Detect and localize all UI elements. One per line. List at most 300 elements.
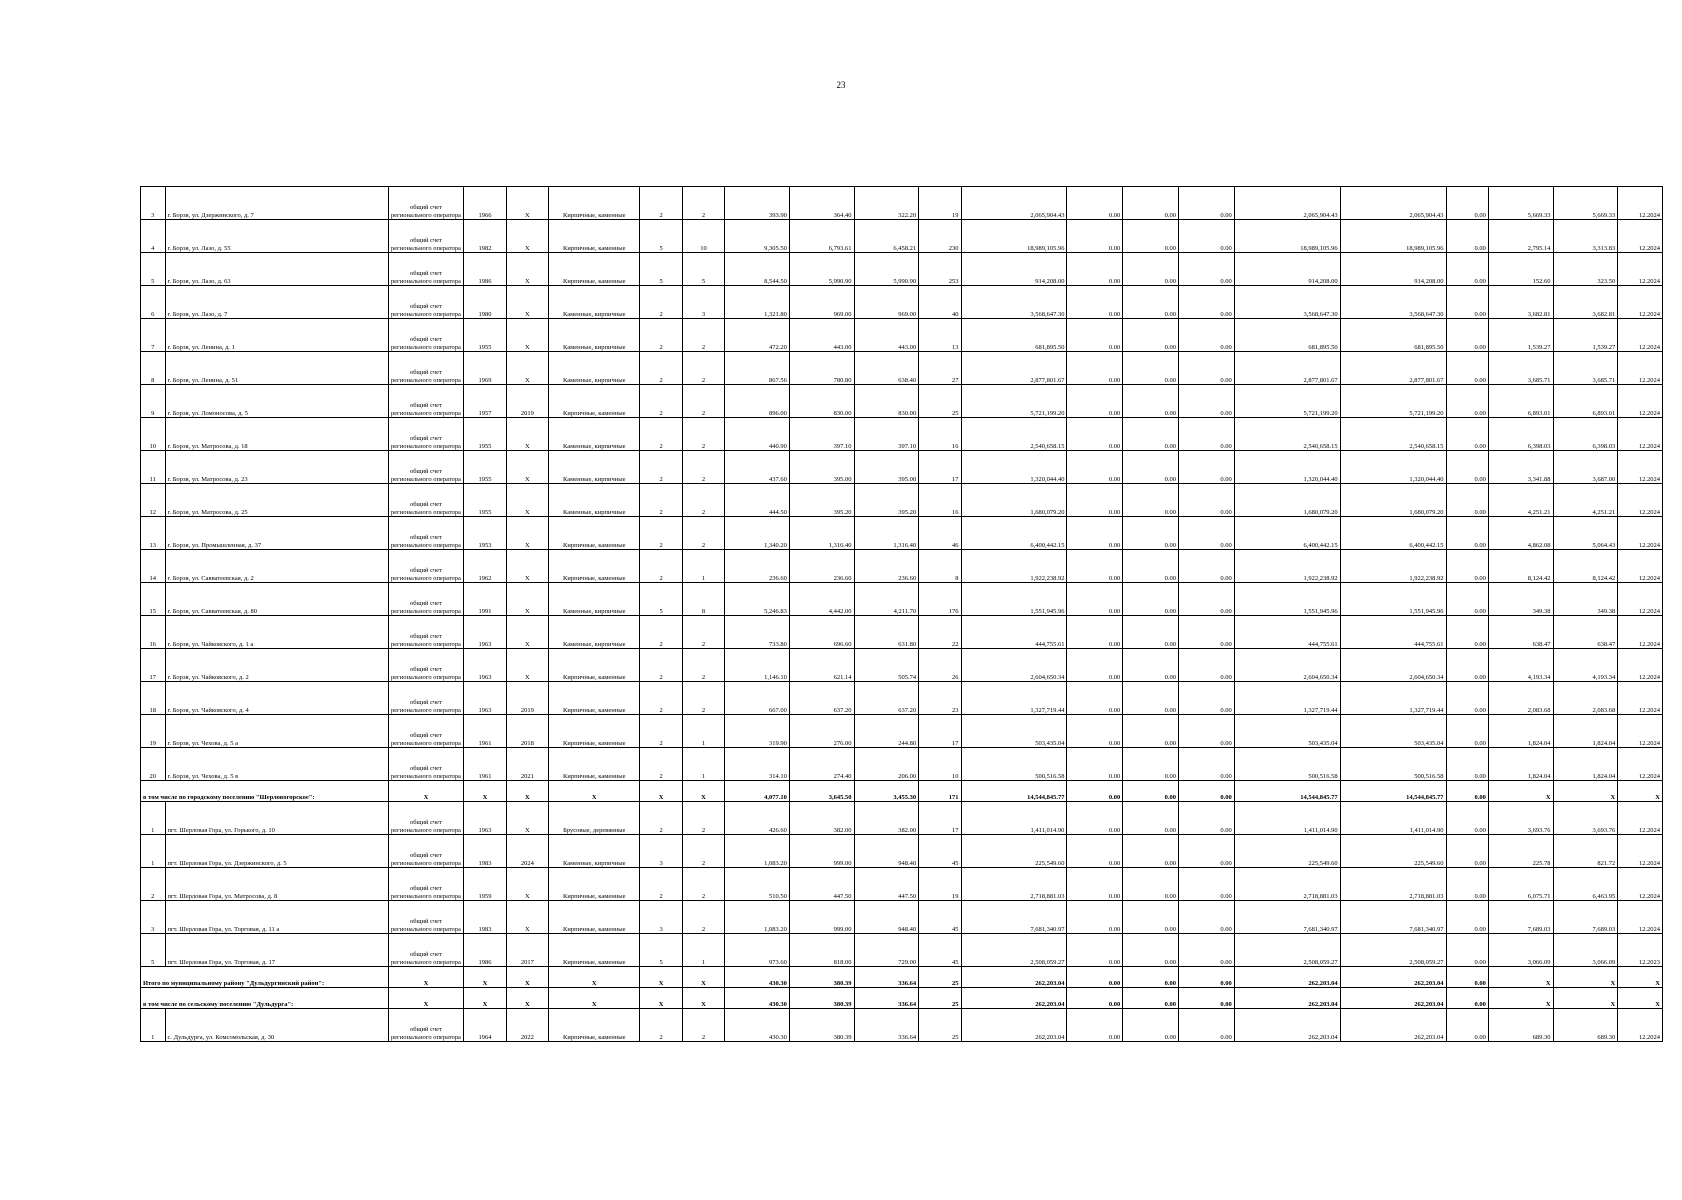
cell-c6: 5,721,199.20 [1340, 385, 1446, 418]
cell-acc: общий счет регионального оператора [388, 934, 464, 967]
cell-c1: 681,895.50 [961, 319, 1067, 352]
table-row [141, 835, 1663, 868]
cell-y1: X [464, 967, 506, 988]
cell-en: 2 [682, 451, 724, 484]
cell-n: 12 [141, 484, 166, 517]
cell-a2: 3,645.50 [789, 781, 854, 802]
cell-addr: г. Борзя, ул. Дзержинского, д. 7 [165, 187, 388, 220]
cell-en: 1 [682, 550, 724, 583]
cell-c2: 0.00 [1067, 418, 1123, 451]
cell-a3: 637.20 [854, 682, 919, 715]
cell-c9: 1,824.04 [1553, 748, 1618, 781]
cell-y1: 1980 [464, 286, 506, 319]
cell-p: 26 [919, 649, 961, 682]
cell-c6: 14,544,845.77 [1340, 781, 1446, 802]
cell-en: 2 [682, 484, 724, 517]
cell-y1: 1962 [464, 550, 506, 583]
cell-acc: общий счет регионального оператора [388, 835, 464, 868]
cell-c1: 1,327,719.44 [961, 682, 1067, 715]
cell-n: 2 [141, 868, 166, 901]
cell-n: 20 [141, 748, 166, 781]
cell-a1: 444.50 [725, 484, 790, 517]
cell-c4: 0.00 [1178, 352, 1234, 385]
cell-c5: 500,516.58 [1234, 748, 1340, 781]
cell-c5: 225,549.60 [1234, 835, 1340, 868]
cell-a1: 973.60 [725, 934, 790, 967]
cell-c1: 1,411,014.90 [961, 802, 1067, 835]
cell-c9: 3,313.83 [1553, 220, 1618, 253]
cell-y2: 2017 [506, 934, 548, 967]
cell-n: 9 [141, 385, 166, 418]
cell-c1: 18,989,105.96 [961, 220, 1067, 253]
cell-c8: 6,893.01 [1488, 385, 1553, 418]
cell-a1: 896.00 [725, 385, 790, 418]
cell-c9: 5,669.33 [1553, 187, 1618, 220]
cell-addr: г. Борзя, ул. Лазо, д. 7 [165, 286, 388, 319]
cell-y1: X [464, 781, 506, 802]
cell-acc: общий счет регионального оператора [388, 385, 464, 418]
cell-a2: 830.00 [789, 385, 854, 418]
cell-fl: 2 [640, 682, 682, 715]
cell-a3: 443.00 [854, 319, 919, 352]
cell-c1: 262,203.04 [961, 988, 1067, 1009]
table-row [141, 187, 1663, 220]
cell-y2: X [506, 220, 548, 253]
housing-repair-table [140, 186, 1663, 1042]
cell-a2: 382.00 [789, 802, 854, 835]
cell-y1: 1955 [464, 319, 506, 352]
cell-a2: 274.40 [789, 748, 854, 781]
cell-a1: 319.90 [725, 715, 790, 748]
cell-c3: 0.00 [1123, 352, 1179, 385]
cell-en: X [682, 967, 724, 988]
cell-c8: 638.47 [1488, 616, 1553, 649]
cell-c2: 0.00 [1067, 682, 1123, 715]
table-row [141, 484, 1663, 517]
cell-en: 2 [682, 1009, 724, 1042]
cell-y1: 1983 [464, 901, 506, 934]
cell-fl: 5 [640, 220, 682, 253]
cell-fl: 2 [640, 319, 682, 352]
cell-c5: 1,551,945.96 [1234, 583, 1340, 616]
cell-c5: 1,680,079.20 [1234, 484, 1340, 517]
cell-a3: 638.40 [854, 352, 919, 385]
cell-c5: 7,681,340.97 [1234, 901, 1340, 934]
cell-c3: 0.00 [1123, 286, 1179, 319]
cell-acc: общий счет регионального оператора [388, 451, 464, 484]
cell-fl: 5 [640, 583, 682, 616]
cell-en: X [682, 988, 724, 1009]
cell-a2: 397.10 [789, 418, 854, 451]
cell-a1: 430.30 [725, 988, 790, 1009]
cell-a2: 380.39 [789, 988, 854, 1009]
cell-c2: 0.00 [1067, 1009, 1123, 1042]
cell-c9: 689.30 [1553, 1009, 1618, 1042]
table-row [141, 748, 1663, 781]
cell-en: 2 [682, 616, 724, 649]
cell-c7: 0.00 [1446, 616, 1488, 649]
cell-c9: 7,689.03 [1553, 901, 1618, 934]
cell-c6: 2,065,904.43 [1340, 187, 1446, 220]
cell-c2: 0.00 [1067, 187, 1123, 220]
table-row [141, 253, 1663, 286]
cell-d: 12.2023 [1618, 934, 1663, 967]
cell-c8: 3,685.71 [1488, 352, 1553, 385]
cell-c6: 2,604,650.34 [1340, 649, 1446, 682]
cell-y1: 1961 [464, 715, 506, 748]
cell-a1: 437.60 [725, 451, 790, 484]
cell-c4: 0.00 [1178, 187, 1234, 220]
cell-a3: 336.64 [854, 967, 919, 988]
cell-y1: 1964 [464, 1009, 506, 1042]
cell-d: 12.2024 [1618, 868, 1663, 901]
cell-a1: 430.30 [725, 1009, 790, 1042]
table-row [141, 286, 1663, 319]
cell-c5: 262,203.04 [1234, 988, 1340, 1009]
cell-a2: 380.39 [789, 1009, 854, 1042]
cell-mat: Каменные, кирпичные [549, 352, 640, 385]
cell-y2: X [506, 319, 548, 352]
cell-mat: X [549, 967, 640, 988]
cell-c9: 3,687.00 [1553, 451, 1618, 484]
cell-mat: Кирпичные, каменные [549, 901, 640, 934]
cell-c5: 503,435.04 [1234, 715, 1340, 748]
housing-table-container [140, 186, 1663, 1042]
cell-c1: 1,551,945.96 [961, 583, 1067, 616]
table-row [141, 451, 1663, 484]
cell-mat: Кирпичные, каменные [549, 682, 640, 715]
cell-mat: Кирпичные, каменные [549, 187, 640, 220]
cell-acc: общий счет регионального оператора [388, 484, 464, 517]
cell-a3: 236.60 [854, 550, 919, 583]
cell-addr: г. Борзя, ул. Ленина, д. 1 [165, 319, 388, 352]
cell-c5: 14,544,845.77 [1234, 781, 1340, 802]
cell-c3: 0.00 [1123, 385, 1179, 418]
cell-fl: X [640, 781, 682, 802]
cell-a3: 948.40 [854, 835, 919, 868]
cell-c5: 2,604,650.34 [1234, 649, 1340, 682]
cell-c7: 0.00 [1446, 253, 1488, 286]
cell-acc: X [388, 781, 464, 802]
cell-n: 6 [141, 286, 166, 319]
cell-c5: 2,065,904.43 [1234, 187, 1340, 220]
cell-p: 17 [919, 802, 961, 835]
cell-c4: 0.00 [1178, 1009, 1234, 1042]
cell-c6: 681,895.50 [1340, 319, 1446, 352]
cell-mat: Кирпичные, каменные [549, 253, 640, 286]
cell-n: 18 [141, 682, 166, 715]
cell-p: 13 [919, 319, 961, 352]
cell-c1: 2,065,904.43 [961, 187, 1067, 220]
cell-p: 16 [919, 484, 961, 517]
cell-c4: 0.00 [1178, 385, 1234, 418]
cell-n: 11 [141, 451, 166, 484]
cell-a1: 733.80 [725, 616, 790, 649]
cell-y2: 2019 [506, 682, 548, 715]
cell-mat: Кирпичные, каменные [549, 748, 640, 781]
cell-acc: общий счет регионального оператора [388, 715, 464, 748]
cell-c3: 0.00 [1123, 748, 1179, 781]
cell-a1: 393.90 [725, 187, 790, 220]
cell-fl: X [640, 967, 682, 988]
cell-c2: 0.00 [1067, 517, 1123, 550]
cell-p: 25 [919, 1009, 961, 1042]
cell-y2: X [506, 868, 548, 901]
cell-c3: 0.00 [1123, 187, 1179, 220]
cell-c8: 8,124.42 [1488, 550, 1553, 583]
cell-y2: X [506, 253, 548, 286]
cell-acc: общий счет регионального оператора [388, 682, 464, 715]
cell-addr: г. Борзя, ул. Промышленная, д. 37 [165, 517, 388, 550]
cell-c1: 1,922,238.92 [961, 550, 1067, 583]
cell-d: 12.2024 [1618, 253, 1663, 286]
cell-a2: 443.00 [789, 319, 854, 352]
cell-y1: 1959 [464, 868, 506, 901]
cell-c2: 0.00 [1067, 934, 1123, 967]
cell-a1: 867.56 [725, 352, 790, 385]
cell-c7: 0.00 [1446, 187, 1488, 220]
cell-a3: 336.64 [854, 1009, 919, 1042]
cell-mat: Брусовые, деревянные [549, 802, 640, 835]
cell-c3: 0.00 [1123, 967, 1179, 988]
cell-y2: X [506, 187, 548, 220]
cell-c7: 0.00 [1446, 1009, 1488, 1042]
cell-fl: 2 [640, 385, 682, 418]
cell-fl: 3 [640, 901, 682, 934]
cell-a3: 5,990.90 [854, 253, 919, 286]
cell-addr: г. Борзя, ул. Ленина, д. 51 [165, 352, 388, 385]
cell-a1: 430.30 [725, 967, 790, 988]
cell-acc: общий счет регионального оператора [388, 649, 464, 682]
cell-n: 1 [141, 802, 166, 835]
cell-addr: пгт. Шерловая Гора, ул. Дзержинского, д. 5 [165, 835, 388, 868]
summary-row [141, 781, 1663, 802]
cell-addr: г. Борзя, ул. Матросова, д. 18 [165, 418, 388, 451]
cell-mat: Кирпичные, каменные [549, 220, 640, 253]
cell-fl: X [640, 988, 682, 1009]
cell-fl: 2 [640, 802, 682, 835]
cell-c4: 0.00 [1178, 253, 1234, 286]
cell-n: 3 [141, 901, 166, 934]
cell-c5: 18,989,105.96 [1234, 220, 1340, 253]
cell-c5: 2,877,801.67 [1234, 352, 1340, 385]
cell-c9: 3,693.76 [1553, 802, 1618, 835]
cell-c8: 349.38 [1488, 583, 1553, 616]
cell-p: 176 [919, 583, 961, 616]
cell-y2: X [506, 451, 548, 484]
cell-c8: 4,251.21 [1488, 484, 1553, 517]
cell-n: 1 [141, 835, 166, 868]
cell-c9: 4,251.21 [1553, 484, 1618, 517]
cell-c2: 0.00 [1067, 748, 1123, 781]
cell-c2: 0.00 [1067, 451, 1123, 484]
cell-c6: 1,680,079.20 [1340, 484, 1446, 517]
cell-c6: 2,508,059.27 [1340, 934, 1446, 967]
cell-c4: 0.00 [1178, 781, 1234, 802]
cell-c9: 3,682.81 [1553, 286, 1618, 319]
cell-a3: 1,316.40 [854, 517, 919, 550]
cell-y2: X [506, 781, 548, 802]
cell-c1: 2,604,650.34 [961, 649, 1067, 682]
cell-y2: X [506, 802, 548, 835]
cell-mat: Каменные, кирпичные [549, 451, 640, 484]
cell-c3: 0.00 [1123, 451, 1179, 484]
cell-c2: 0.00 [1067, 616, 1123, 649]
cell-a3: 4,211.70 [854, 583, 919, 616]
cell-c8: 3,693.76 [1488, 802, 1553, 835]
cell-p: 253 [919, 253, 961, 286]
cell-c8: 689.30 [1488, 1009, 1553, 1042]
cell-addr: г. Борзя, ул. Чехова, д. 5 а [165, 715, 388, 748]
cell-p: 22 [919, 616, 961, 649]
cell-mat: Кирпичные, каменные [549, 868, 640, 901]
cell-a3: 395.00 [854, 451, 919, 484]
cell-c5: 914,208.00 [1234, 253, 1340, 286]
cell-c7: 0.00 [1446, 286, 1488, 319]
table-row [141, 802, 1663, 835]
cell-en: 10 [682, 220, 724, 253]
cell-p: 25 [919, 988, 961, 1009]
cell-c8: 3,066.09 [1488, 934, 1553, 967]
cell-c2: 0.00 [1067, 484, 1123, 517]
table-row [141, 649, 1663, 682]
cell-d: 12.2024 [1618, 802, 1663, 835]
cell-p: 46 [919, 517, 961, 550]
cell-c5: 1,411,014.90 [1234, 802, 1340, 835]
cell-d: 12.2024 [1618, 748, 1663, 781]
cell-mat: Кирпичные, каменные [549, 1009, 640, 1042]
cell-d: X [1618, 988, 1663, 1009]
cell-c4: 0.00 [1178, 517, 1234, 550]
cell-c3: 0.00 [1123, 616, 1179, 649]
cell-a3: 395.20 [854, 484, 919, 517]
cell-d: 12.2024 [1618, 517, 1663, 550]
cell-y2: 2019 [506, 385, 548, 418]
cell-c6: 225,549.60 [1340, 835, 1446, 868]
cell-y2: X [506, 901, 548, 934]
cell-a1: 236.60 [725, 550, 790, 583]
cell-acc: общий счет регионального оператора [388, 901, 464, 934]
cell-a1: 510.50 [725, 868, 790, 901]
cell-p: 10 [919, 748, 961, 781]
cell-c2: 0.00 [1067, 901, 1123, 934]
cell-acc: общий счет регионального оператора [388, 319, 464, 352]
cell-mat: Кирпичные, каменные [549, 385, 640, 418]
cell-c4: 0.00 [1178, 319, 1234, 352]
cell-a2: 6,793.61 [789, 220, 854, 253]
cell-en: 1 [682, 715, 724, 748]
cell-c6: 1,922,238.92 [1340, 550, 1446, 583]
cell-y1: 1963 [464, 802, 506, 835]
cell-c7: 0.00 [1446, 649, 1488, 682]
cell-y1: 1963 [464, 682, 506, 715]
cell-addr: г. Борзя, ул. Чайковского, д. 4 [165, 682, 388, 715]
cell-acc: общий счет регионального оператора [388, 253, 464, 286]
table-row [141, 418, 1663, 451]
cell-addr: г. Борзя, ул. Ломоносова, д. 5 [165, 385, 388, 418]
cell-c4: 0.00 [1178, 550, 1234, 583]
cell-d: 12.2024 [1618, 616, 1663, 649]
cell-y1: 1983 [464, 835, 506, 868]
cell-y2: X [506, 286, 548, 319]
cell-c1: 2,508,059.27 [961, 934, 1067, 967]
cell-en: 2 [682, 835, 724, 868]
cell-acc: общий счет регионального оператора [388, 352, 464, 385]
cell-c7: 0.00 [1446, 967, 1488, 988]
cell-d: 12.2024 [1618, 484, 1663, 517]
cell-y2: X [506, 352, 548, 385]
cell-c7: 0.00 [1446, 220, 1488, 253]
cell-c3: 0.00 [1123, 220, 1179, 253]
cell-c2: 0.00 [1067, 715, 1123, 748]
cell-c5: 5,721,199.20 [1234, 385, 1340, 418]
cell-c2: 0.00 [1067, 220, 1123, 253]
cell-mat: Кирпичные, каменные [549, 715, 640, 748]
cell-c1: 7,681,340.97 [961, 901, 1067, 934]
cell-n: 14 [141, 550, 166, 583]
cell-c3: 0.00 [1123, 781, 1179, 802]
cell-c6: 1,320,044.40 [1340, 451, 1446, 484]
cell-c7: 0.00 [1446, 682, 1488, 715]
cell-c3: 0.00 [1123, 715, 1179, 748]
cell-addr: г. Борзя, ул. Матросова, д. 25 [165, 484, 388, 517]
cell-c2: 0.00 [1067, 781, 1123, 802]
table-row [141, 616, 1663, 649]
table-row [141, 1009, 1663, 1042]
cell-a3: 729.00 [854, 934, 919, 967]
cell-c8: X [1488, 967, 1553, 988]
cell-c8: 6,075.71 [1488, 868, 1553, 901]
cell-c1: 1,680,079.20 [961, 484, 1067, 517]
cell-c9: X [1553, 967, 1618, 988]
cell-c8: 4,193.34 [1488, 649, 1553, 682]
cell-c7: 0.00 [1446, 934, 1488, 967]
cell-addr: г. Борзя, ул. Савватеевская, д. 2 [165, 550, 388, 583]
cell-c8: 1,539.27 [1488, 319, 1553, 352]
cell-addr: пгт. Шерловая Гора, ул. Торговая, д. 11 а [165, 901, 388, 934]
cell-a1: 1,146.10 [725, 649, 790, 682]
cell-c9: 3,066.09 [1553, 934, 1618, 967]
cell-a2: 380.39 [789, 967, 854, 988]
cell-c8: 2,083.68 [1488, 682, 1553, 715]
cell-addr: с. Дульдурга, ул. Комсомольская, д. 30 [165, 1009, 388, 1042]
cell-c1: 503,435.04 [961, 715, 1067, 748]
cell-y1: 1955 [464, 418, 506, 451]
cell-p: 19 [919, 868, 961, 901]
cell-y1: 1955 [464, 484, 506, 517]
cell-y1: 1966 [464, 187, 506, 220]
cell-c4: 0.00 [1178, 934, 1234, 967]
cell-c7: 0.00 [1446, 517, 1488, 550]
cell-mat: Кирпичные, каменные [549, 934, 640, 967]
cell-y2: X [506, 418, 548, 451]
cell-c7: 0.00 [1446, 484, 1488, 517]
cell-a1: 472.20 [725, 319, 790, 352]
cell-c7: 0.00 [1446, 781, 1488, 802]
cell-a2: 364.40 [789, 187, 854, 220]
cell-c1: 225,549.60 [961, 835, 1067, 868]
cell-fl: 2 [640, 649, 682, 682]
cell-y1: 1969 [464, 352, 506, 385]
cell-c1: 2,540,658.15 [961, 418, 1067, 451]
cell-c9: 6,893.01 [1553, 385, 1618, 418]
table-row [141, 934, 1663, 967]
cell-d: 12.2024 [1618, 1009, 1663, 1042]
cell-c2: 0.00 [1067, 583, 1123, 616]
cell-a2: 621.14 [789, 649, 854, 682]
cell-addr: г. Борзя, ул. Чехова, д. 5 в [165, 748, 388, 781]
cell-mat: Каменные, кирпичные [549, 319, 640, 352]
